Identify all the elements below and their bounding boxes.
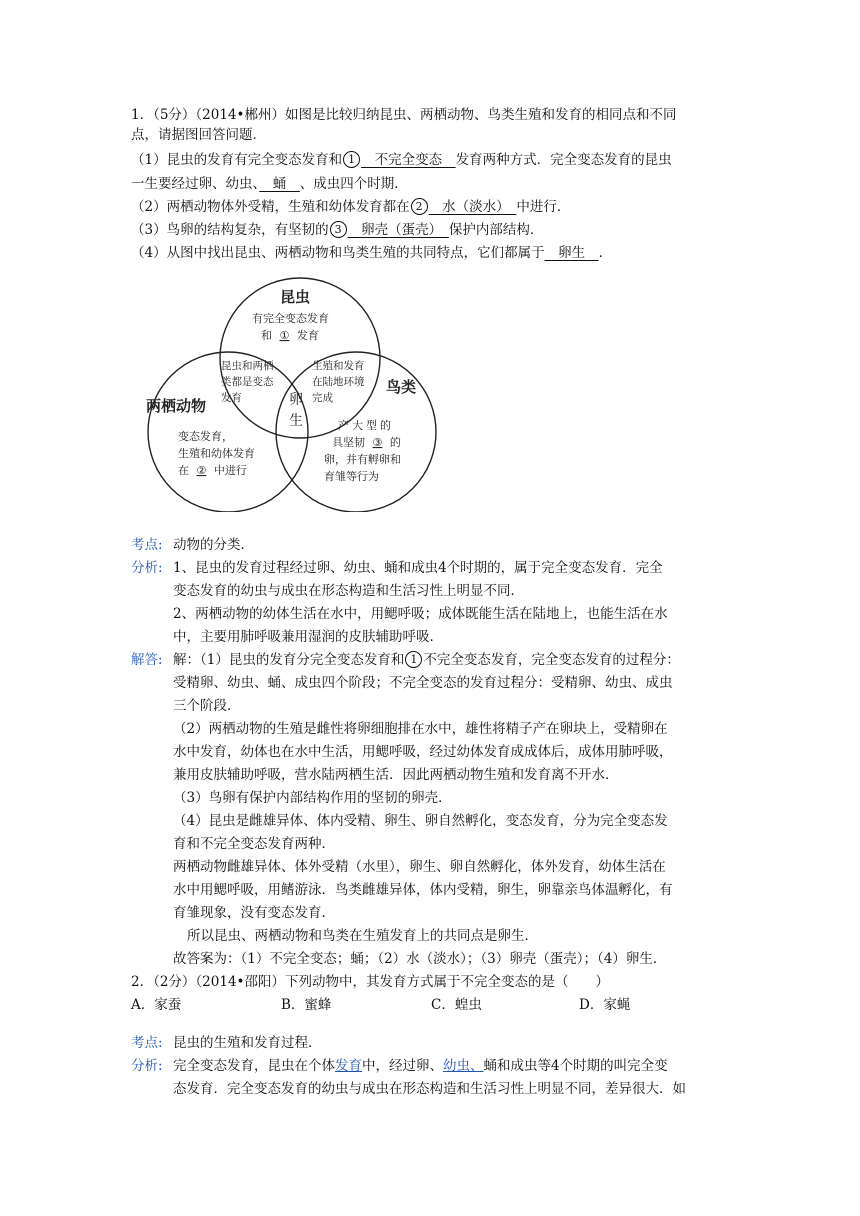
q1-kaodian-text: 动物的分类．	[173, 537, 254, 553]
q2-fenxi-line1-a: 完全变态发育，昆虫在个体	[173, 1058, 335, 1074]
center-char-1: 卵	[289, 392, 303, 408]
q2-fenxi-line1-b: 中，经过卵、	[362, 1058, 443, 1074]
q1-sub4-text-b: ．	[598, 245, 613, 261]
q1-jieda-line11: 水中用鳃呼吸，用鳍游泳．鸟类雌雄异体，体内受精，卵生，卵靠亲鸟体温孵化，有	[173, 882, 673, 898]
overlap-ia-line3: 发育	[221, 392, 242, 404]
bird-title: 鸟类	[386, 378, 417, 396]
q1-sub1-line2	[131, 174, 408, 194]
overlap-ib-line2: 在陆地环境	[312, 376, 365, 388]
q1-jieda-line8: （4）昆虫是雌雄异体、体内受精、卵生、卵自然孵化，变态发育，分为完全变态发	[173, 813, 668, 829]
q1-sub3-answer: 卵壳（蛋壳）	[347, 222, 449, 238]
q1-jieda-line4: （2）两栖动物的生殖是雌性将卵细胞排在水中，雄性将精子产在卵块上，受精卵在	[173, 721, 668, 737]
insect-line2	[261, 328, 319, 342]
q2-option-c: C．蝗虫	[431, 997, 482, 1013]
q1-sub1-line1	[131, 150, 672, 170]
q1-sub1-answer: 不完全变态	[361, 152, 456, 168]
overlap-ia-line1: 昆虫和两栖	[221, 360, 274, 372]
q1-sub1-answer2: 蛹	[259, 176, 300, 192]
q1-sub2-answer: 水（淡水）	[428, 199, 517, 215]
amphibian-line2: 生殖和幼体发育	[178, 447, 255, 460]
insect-line1: 有完全变态发育	[252, 312, 329, 325]
center-char-2: 生	[289, 413, 303, 429]
q2-option-d: D．家蝇	[579, 997, 631, 1013]
circled-number-1: 1	[343, 151, 360, 168]
bird-line2	[332, 435, 401, 449]
q1-jieda-line9: 育和不完全变态发育两种．	[173, 836, 335, 852]
overlap-ia-line2: 类都是变态	[221, 376, 274, 388]
circled-number-3: 3	[330, 221, 347, 238]
q2-option-b: B．蜜蜂	[281, 997, 332, 1013]
amphibian-line3	[178, 463, 247, 477]
q1-sub2-text-b: 中进行．	[516, 199, 571, 215]
q1-jieda-line6: 兼用皮肤辅助呼吸，营水陆两栖生活．因此两栖动物生殖和发育离不开水．	[173, 767, 619, 783]
q1-intro-line2: 点，请据图回答问题．	[131, 127, 266, 143]
circled-number-1b: 1	[405, 651, 422, 668]
overlap-ib-line3: 完成	[312, 392, 333, 404]
q1-fenxi-line2: 变态发育的幼虫与成虫在形态构造和生活习性上明显不同．	[173, 583, 524, 599]
insect-line2-a: 和	[261, 329, 272, 342]
q1-sub3	[131, 220, 543, 240]
amphibian-line1: 变态发育，	[178, 430, 233, 443]
q2-fenxi-line1-c: 蛹和成虫等4个时期的叫完全变	[483, 1058, 668, 1074]
q1-sub3-text-b: 保护内部结构．	[448, 222, 544, 238]
q1-sub4-answer: 卵生	[544, 245, 599, 261]
q1-jieda-line7: （3）鸟卵有保护内部结构作用的坚韧的卵壳．	[173, 790, 452, 806]
q1-jieda-line1	[173, 650, 680, 670]
q2-stem: 2．（2分）（2014•邵阳）下列动物中，其发育方式属于不完全变态的是（ ）	[131, 974, 609, 990]
q1-jieda-line1-b: 不完全变态发育，完全变态发育的过程分：	[423, 652, 680, 668]
q1-sub2	[131, 197, 570, 217]
q1-intro-line1: 1．（5分）（2014•郴州）如图是比较归纳昆虫、两栖动物、鸟类生殖和发育的相同点和不同	[131, 107, 677, 123]
q1-jieda-line10: 两栖动物雌雄异体、体外受精（水里），卵生、卵自然孵化，体外发育，幼体生活在	[173, 859, 666, 875]
bird-line3: 卵，并有孵卵和	[324, 453, 401, 466]
bird-blank-3: ③	[372, 436, 383, 449]
insect-title: 昆虫	[280, 288, 311, 306]
q2-kaodian-label: 考点:	[131, 1035, 163, 1051]
amphibian-line3-a: 在	[178, 464, 189, 477]
q1-sub1-text-b: 发育两种方式．完全变态发育的昆虫	[455, 152, 672, 168]
q1-fenxi-line3: 2、两栖动物的幼体生活在水中，用鳃呼吸；成体既能生活在陆地上，也能生活在水	[173, 606, 668, 622]
q1-jieda-line3: 三个阶段．	[173, 698, 241, 714]
bird-line2-a: 具坚韧	[332, 436, 365, 449]
overlap-ib-line1: 生殖和发育	[312, 360, 365, 372]
amphibian-blank-2: ②	[196, 464, 207, 477]
q1-jieda-line5: 水中发育，幼体也在水中生活，用鳃呼吸，经过幼体发育成成体后，成体用肺呼吸，	[173, 744, 673, 760]
q1-sub4	[131, 243, 612, 263]
amphibian-title: 两栖动物	[146, 397, 207, 415]
q1-jieda-line2: 受精卵、幼虫、蛹、成虫四个阶段；不完全变态的发育过程分：受精卵、幼虫、成虫	[173, 675, 673, 691]
q1-fenxi-label: 分析:	[131, 560, 163, 576]
q1-jieda-line13: 所以昆虫、两栖动物和鸟类在生殖发育上的共同点是卵生．	[187, 928, 538, 944]
bird-line4: 育雏等行为	[324, 470, 379, 483]
q1-fenxi-line4: 中，主要用肺呼吸兼用湿润的皮肤辅助呼吸．	[173, 629, 443, 645]
q1-sub1-text: （1）昆虫的发育有完全变态发育和	[131, 152, 343, 168]
q1-jieda-answer: 故答案为：（1）不完全变态；蛹；（2）水（淡水）；（3）卵壳（蛋壳）；（4）卵生．	[173, 951, 667, 967]
venn-diagram	[130, 272, 460, 512]
q2-fenxi-line2: 态发育．完全变态发育的幼虫与成虫在形态构造和生活习性上明显不同，差异很大．如	[173, 1081, 686, 1097]
q1-jieda-line1-a: 解：（1）昆虫的发育分完全变态发育和	[173, 652, 405, 668]
link-fayu[interactable]: 发育	[335, 1058, 362, 1074]
bird-line1: 产大型的	[338, 419, 394, 432]
bird-line2-b: 的	[389, 436, 401, 449]
link-youchong[interactable]: 幼虫、	[443, 1058, 484, 1074]
q1-sub1-text-d: 、成虫四个时期．	[299, 176, 408, 192]
q1-sub1-text-c: 一生要经过卵、幼虫、	[131, 176, 260, 192]
q2-fenxi-label: 分析:	[131, 1058, 163, 1074]
q2-fenxi-line1	[173, 1056, 668, 1076]
q1-fenxi-line1: 1、昆虫的发育过程经过卵、幼虫、蛹和成虫4个时期的，属于完全变态发育．完全	[173, 560, 663, 576]
circled-number-2: 2	[411, 198, 428, 215]
q2-option-a: A．家蚕	[131, 997, 182, 1013]
q1-sub3-text: （3）鸟卵的结构复杂，有坚韧的	[131, 222, 329, 238]
q1-jieda-label: 解答:	[131, 652, 163, 668]
q1-sub2-text: （2）两栖动物体外受精，生殖和幼体发育都在	[131, 199, 410, 215]
q1-jieda-line12: 育雏现象，没有变态发育．	[173, 905, 335, 921]
q1-kaodian-label: 考点:	[131, 537, 163, 553]
amphibian-line3-b: 中进行	[213, 464, 247, 477]
q2-kaodian-text: 昆虫的生殖和发育过程．	[173, 1035, 322, 1051]
q1-sub4-text: （4）从图中找出昆虫、两栖动物和鸟类生殖的共同特点，它们都属于	[131, 245, 545, 261]
insect-line2-b: 发育	[296, 329, 319, 342]
insect-blank-1: ①	[279, 329, 290, 342]
